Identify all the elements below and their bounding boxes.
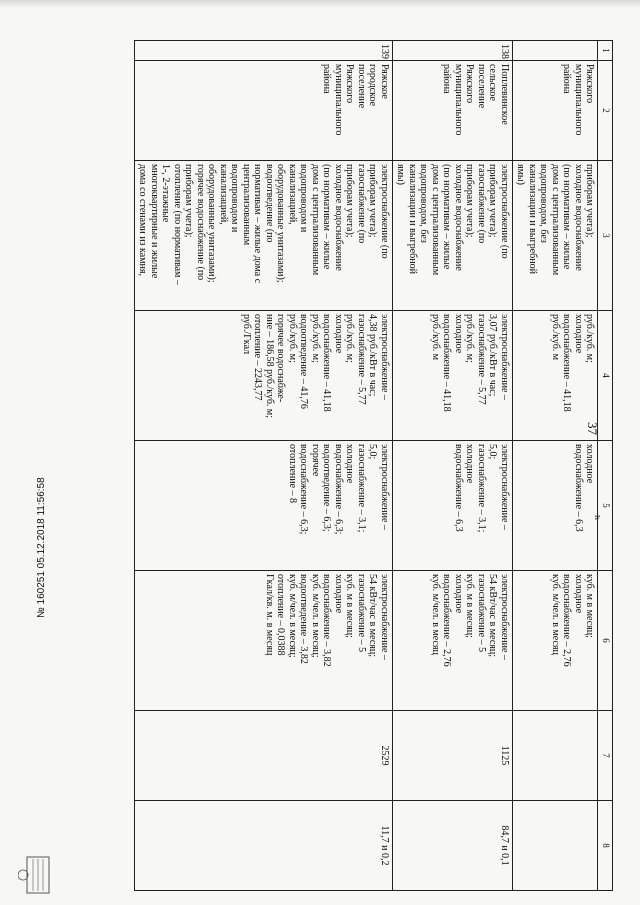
cell-line: муниципального xyxy=(453,64,464,136)
cell-line: руб./куб. м xyxy=(430,314,441,361)
cell-line: 54 кВт/час в месяц; xyxy=(367,574,379,657)
cell-line: куб. м в месяц; xyxy=(464,574,476,638)
cell-line: 54 кВт/час в месяц; xyxy=(487,574,499,657)
cell-line: дома с централизованным xyxy=(550,164,561,276)
cell-line: нормативам – жилые дома с xyxy=(252,164,264,284)
table-cell-c1: 139 xyxy=(135,41,393,61)
cell-line: холодное xyxy=(464,444,476,484)
document-footer: № 160251 05.12.2018 11:56:58 xyxy=(36,477,47,618)
cell-line: поселение xyxy=(356,64,367,109)
cell-line: холодное xyxy=(333,314,344,354)
cell-line: приборам учета); xyxy=(584,164,596,238)
table-cell-c7: 1125 xyxy=(393,711,513,801)
cell-line: куб. м/чел. в месяц; xyxy=(287,574,298,658)
cell-line: водоотведение – 3,82 xyxy=(298,574,310,664)
cell-line: электроснабжение – xyxy=(379,444,390,530)
column-header: 2 xyxy=(598,61,613,161)
cell-line: централизованным xyxy=(241,164,252,246)
table-row xyxy=(513,41,599,891)
cell-line: газоснабжение – 3,1; xyxy=(476,444,487,533)
cell-line: электроснабжение (по xyxy=(499,164,510,259)
cell-line: Поплевинское xyxy=(499,64,510,125)
cell-line: приборам учета); xyxy=(487,164,499,238)
table-row xyxy=(135,41,393,891)
cell-line: приборам учета); xyxy=(344,164,356,238)
cell-line: 3,07 руб./кВт в час; xyxy=(487,314,499,397)
cell-line: оборудованные унитазами); xyxy=(206,164,218,283)
cell-line: канализации и выгребной xyxy=(407,164,418,274)
cell-line: электроснабжение – xyxy=(499,574,510,660)
rotated-table-container xyxy=(53,40,613,890)
column-header: 6 xyxy=(598,571,613,711)
table-cell-c2 xyxy=(393,61,513,161)
table-cell-c3 xyxy=(393,161,513,311)
cell-line: куб. м в месяц; xyxy=(584,574,596,638)
cell-line: поселение xyxy=(476,64,487,109)
cell-line: куб. м/чел. в месяц xyxy=(430,574,441,655)
cell-line: горячее xyxy=(310,444,321,477)
cell-line: ние – 186,58 руб./куб. м; xyxy=(264,314,275,419)
margin-mark: ч xyxy=(592,514,603,520)
cell-line: оборудованные унитазами); xyxy=(275,164,287,283)
table-cell-c7 xyxy=(513,711,599,801)
table-cell-c6 xyxy=(513,571,599,711)
cell-line: канализации и выгребной xyxy=(527,164,538,274)
cell-line: ямы) xyxy=(395,164,407,185)
table-cell-c6 xyxy=(135,571,393,711)
table-cell-c8 xyxy=(513,801,599,891)
cell-line: руб./Гкал xyxy=(241,314,252,355)
cell-line: руб./куб. м; xyxy=(287,314,298,363)
cell-line: района xyxy=(561,64,573,94)
cell-line: многоквартирные и жилые xyxy=(149,164,160,279)
cell-line: водоотведение – 41,76 xyxy=(298,314,310,409)
cell-line: куб. м/чел. в месяц xyxy=(550,574,561,655)
cell-line: холодное xyxy=(573,314,584,354)
cell-line: газоснабжение – 5,77 xyxy=(356,314,367,405)
table-row xyxy=(393,41,513,891)
cell-line: газоснабжение – 5 xyxy=(356,574,367,653)
cell-line: газоснабжение (по xyxy=(356,164,367,244)
cell-line: руб./куб. м xyxy=(550,314,561,361)
cell-line: куб. м в месяц; xyxy=(344,574,356,638)
table-cell-c3 xyxy=(135,161,393,311)
table-cell-c4 xyxy=(513,311,599,441)
table-cell-c3 xyxy=(513,161,599,311)
cell-line: водоотведение – 6,3; xyxy=(321,444,333,532)
cell-line: электроснабжение – xyxy=(499,444,510,530)
cell-line: (по нормативам – жилые xyxy=(561,164,573,270)
cell-line: водоснабжение – 41,18 xyxy=(441,314,453,412)
cell-line: электроснабжение – xyxy=(379,574,390,660)
cell-line: руб./куб. м; xyxy=(310,314,321,363)
cell-line: района xyxy=(321,64,333,94)
column-header: 1 xyxy=(598,41,613,61)
cell-line: приборам учета); xyxy=(367,164,379,238)
cell-line: канализацией, xyxy=(287,164,298,225)
cell-line: холодное xyxy=(333,574,344,614)
cell-line: Ряжского xyxy=(344,64,356,104)
cell-line: городское xyxy=(367,64,379,107)
cell-line: дома с централизованным xyxy=(310,164,321,276)
cell-line: холодное xyxy=(573,574,584,614)
cell-line: дома с централизованным xyxy=(430,164,441,276)
cell-line: дома со стенами из камня, xyxy=(137,164,149,276)
table-cell-c1: 138 xyxy=(393,41,513,61)
cell-line: газоснабжение – 5,77 xyxy=(476,314,487,405)
column-header: 3 xyxy=(598,161,613,311)
cell-line: (по нормативам – жилые xyxy=(441,164,453,270)
cell-line: водоснабжение – 41,18 xyxy=(321,314,333,412)
cell-line: электроснабжение – xyxy=(379,314,390,400)
cell-line: Ряжского xyxy=(464,64,476,104)
cell-line: горячее водоснабже- xyxy=(275,314,287,403)
cell-line: водопроводом, без xyxy=(418,164,430,243)
table-cell-c1 xyxy=(513,41,599,61)
table-cell-c2 xyxy=(513,61,599,161)
cell-line: приборам учета); xyxy=(183,164,195,238)
cell-line: холодное водоснабжение xyxy=(333,164,344,271)
table-cell-c8: 84,7 и 0,1 xyxy=(393,801,513,891)
cell-line: холодное xyxy=(453,574,464,614)
table-cell-c4 xyxy=(135,311,393,441)
table-cell-c8: 11,7 и 0,2 xyxy=(135,801,393,891)
cell-line: приборам учета); xyxy=(464,164,476,238)
cell-line: 5,0; xyxy=(487,444,499,460)
table-cell-c4 xyxy=(393,311,513,441)
cell-line: Ряжское xyxy=(379,64,390,99)
scan-edge xyxy=(0,0,640,8)
cell-line: 4,38 руб./кВт в час; xyxy=(367,314,379,397)
cell-line: руб./куб. м; xyxy=(344,314,356,363)
cell-line: 5,0; xyxy=(367,444,379,460)
column-header: 7 xyxy=(598,711,613,801)
cell-line: холодное водоснабжение xyxy=(453,164,464,271)
cell-line: отопление (по нормативам – xyxy=(172,164,183,285)
table-cell-c5 xyxy=(513,441,599,571)
cell-line: отопление – 0,0388 xyxy=(275,574,287,656)
table-cell-c2 xyxy=(135,61,393,161)
cell-line: холодное водоснабжение xyxy=(573,164,584,271)
column-header: 4 xyxy=(598,311,613,441)
cell-line: (по нормативам – жилые xyxy=(321,164,333,270)
table-cell-c7: 2529 xyxy=(135,711,393,801)
cell-line: муниципального xyxy=(573,64,584,136)
cell-line: муниципального xyxy=(333,64,344,136)
table-cell-c5 xyxy=(393,441,513,571)
cell-line: Ряжского xyxy=(584,64,596,104)
cell-line: горячее водоснабжение (по xyxy=(195,164,206,281)
cell-line: водопроводом, без xyxy=(538,164,550,243)
cell-line: отопление – 8 xyxy=(287,444,298,504)
column-number-row xyxy=(598,41,613,891)
cell-line: электроснабжение – xyxy=(499,314,510,400)
cell-line: отопление – 2243,77 xyxy=(252,314,264,401)
page-number: 37 xyxy=(585,422,600,435)
cell-line: электроснабжение (по xyxy=(379,164,390,259)
cell-line: 1-, 2-этажные xyxy=(160,164,172,223)
cell-line: водоснабжение – 6,3 xyxy=(453,444,464,532)
cell-line: газоснабжение (по xyxy=(476,164,487,244)
cell-line: холодное xyxy=(344,444,356,484)
column-header: 5 xyxy=(598,441,613,571)
cell-line: руб./куб. м; xyxy=(464,314,476,363)
cell-line: холодное xyxy=(453,314,464,354)
cell-line: холодное xyxy=(584,444,596,484)
table-body xyxy=(135,41,599,891)
cell-line: водопроводом и xyxy=(229,164,241,233)
cell-line: Гкал/кв. м. в месяц xyxy=(264,574,275,656)
cell-line: сельское xyxy=(487,64,499,101)
tariff-table xyxy=(134,40,613,891)
cell-line: ямы) xyxy=(515,164,527,185)
column-header: 8 xyxy=(598,801,613,891)
cell-line: района xyxy=(441,64,453,94)
cell-line: водоснабжение – 3,82 xyxy=(321,574,333,667)
cell-line: водоснабжение – 2,76 xyxy=(441,574,453,667)
table-cell-c6 xyxy=(393,571,513,711)
cell-line: газоснабжение – 5 xyxy=(476,574,487,653)
cell-line: водоснабжение – 6,3; xyxy=(298,444,310,535)
cell-line: водоснабжение – 2,76 xyxy=(561,574,573,667)
cell-line: куб. м/чел. в месяц; xyxy=(310,574,321,658)
cell-line: водопроводом и xyxy=(298,164,310,233)
cell-line: водоснабжение – 41,18 xyxy=(561,314,573,412)
cell-line: водоснабжение – 6,3; xyxy=(333,444,344,535)
cell-line: газоснабжение – 3,1; xyxy=(356,444,367,533)
cell-line: канализацией, xyxy=(218,164,229,225)
stamp-logo-icon xyxy=(18,850,58,900)
table-cell-c5 xyxy=(135,441,393,571)
cell-line: водоснабжение – 6,3 xyxy=(573,444,584,532)
cell-line: водоотведение (по xyxy=(264,164,275,243)
cell-line: руб./куб. м; xyxy=(584,314,596,363)
